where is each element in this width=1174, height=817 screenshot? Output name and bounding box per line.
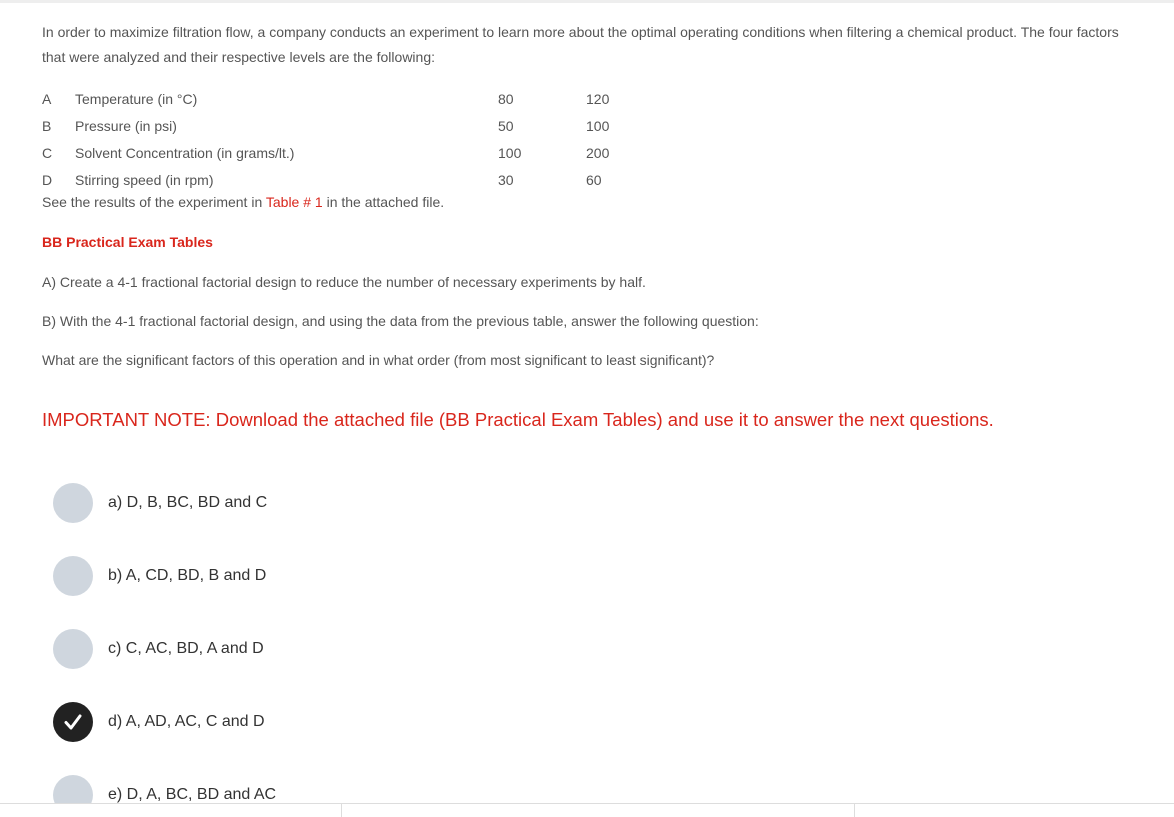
answer-option-a[interactable] [53, 483, 267, 523]
option-label: b) A, CD, BD, B and D [108, 567, 267, 584]
radio-button[interactable] [53, 483, 93, 523]
factor-high-level: 200 [586, 144, 610, 161]
question-b: B) With the 4-1 fractional factorial design, and using the data from the previous table, answer the following question: [42, 313, 759, 329]
answer-option-d[interactable] [53, 702, 265, 742]
factor-name: Stirring speed (in rpm) [75, 171, 214, 188]
table-row [42, 112, 646, 139]
see-results-line [42, 194, 444, 210]
table-row [42, 166, 646, 193]
factor-low-level: 100 [498, 144, 522, 161]
important-note: IMPORTANT NOTE: Download the attached file (BB Practical Exam Tables) and use it to answer the next questions. [42, 409, 994, 430]
attachment-link[interactable]: BB Practical Exam Tables [42, 234, 213, 250]
question-a: A) Create a 4-1 fractional factorial design to reduce the number of necessary experiments by half. [42, 274, 646, 290]
question-intro [42, 20, 1132, 70]
factor-letter: A [42, 90, 52, 107]
factor-name: Temperature (in °C) [75, 90, 198, 107]
table-row [42, 85, 646, 112]
answer-option-c[interactable] [53, 629, 264, 669]
radio-button[interactable] [53, 629, 93, 669]
factor-high-level: 60 [586, 171, 602, 188]
divider [341, 804, 342, 817]
factor-low-level: 80 [498, 90, 514, 107]
option-label: e) D, A, BC, BD and AC [108, 786, 277, 803]
bottom-bar [0, 803, 1174, 817]
top-rule [0, 0, 1174, 3]
factor-letter: D [42, 171, 53, 188]
intro-text: In order to maximize filtration flow, a company conducts an experiment to learn more about the optimal operating conditions when filtering a chemical product. The four factors that were analyzed and their respective levels are the following: [42, 24, 1119, 65]
answer-option-b[interactable] [53, 556, 266, 596]
option-label: d) A, AD, AC, C and D [108, 713, 265, 730]
see-results-prefix: See the results of the experiment in [42, 194, 266, 210]
factor-low-level: 50 [498, 117, 514, 134]
divider [854, 804, 855, 817]
factor-letter: C [42, 144, 53, 161]
factors-table [42, 85, 646, 193]
table-1-link[interactable]: Table # 1 [265, 194, 323, 210]
question-main: What are the significant factors of this operation and in what order (from most significant to least significant)? [42, 352, 715, 368]
option-label: a) D, B, BC, BD and C [108, 494, 268, 511]
factor-name: Pressure (in psi) [75, 117, 177, 134]
radio-button[interactable] [53, 556, 93, 596]
option-label: c) C, AC, BD, A and D [108, 640, 264, 657]
factor-low-level: 30 [498, 171, 514, 188]
table-row [42, 139, 646, 166]
factor-high-level: 100 [586, 117, 610, 134]
see-results-suffix: in the attached file. [322, 194, 445, 210]
factor-letter: B [42, 117, 52, 134]
factor-name: Solvent Concentration (in grams/lt.) [75, 144, 295, 161]
radio-button-checked[interactable] [53, 702, 93, 742]
checkmark-icon [62, 711, 84, 733]
factor-high-level: 120 [586, 90, 610, 107]
